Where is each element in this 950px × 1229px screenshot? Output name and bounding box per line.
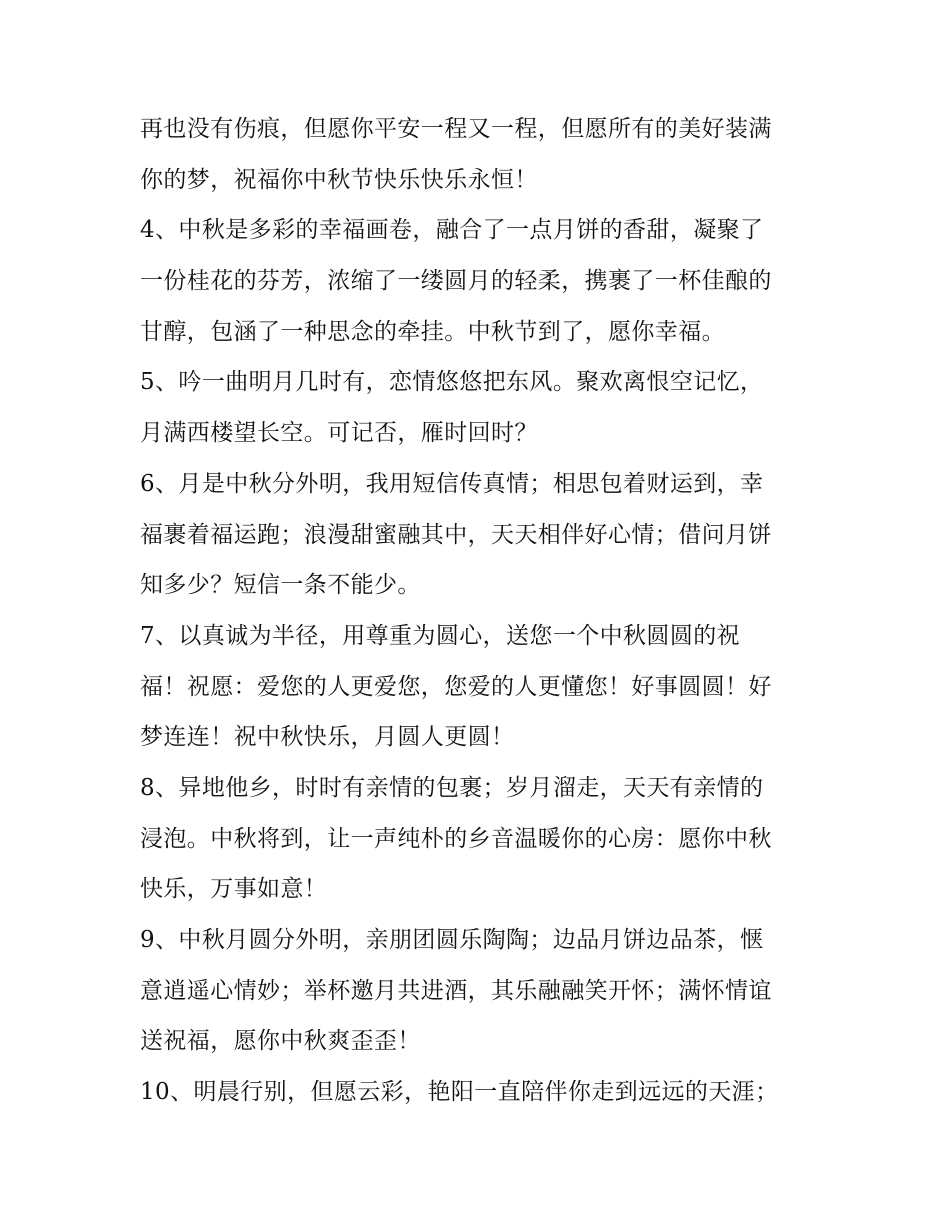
text-line: 再也没有伤痕，但愿你平安一程又一程，但愿所有的美好装满 — [140, 116, 772, 142]
text-line: 10、明晨行别，但愿云彩，艳阳一直陪伴你走到远远的天涯； — [140, 1079, 779, 1106]
text-line: 一份桂花的芬芳，浓缩了一缕圆月的轻柔，携裹了一杯佳酿的 — [140, 268, 772, 295]
text-line: 浸泡。中秋将到，让一声纯朴的乡音温暖你的心房：愿你中秋 — [140, 825, 772, 852]
text-line: 9、中秋月圆分外明，亲朋团圆乐陶陶；边品月饼边品茶，惬 — [140, 927, 764, 953]
text-line: 快乐，万事如意！ — [140, 876, 328, 903]
text-line: 梦连连！祝中秋快乐，月圆人更圆！ — [140, 724, 515, 751]
text-line: 意逍遥心情妙；举杯邀月共进酒，其乐融融笑开怀；满怀情谊 — [140, 977, 772, 1004]
text-line: 6、月是中秋分外明，我用短信传真情；相思包着财运到，幸 — [140, 470, 764, 497]
text-line: 月满西楼望长空。可记否，雁时回时？ — [140, 420, 538, 447]
text-line: 福裹着福运跑；浪漫甜蜜融其中，天天相伴好心情；借问月饼 — [140, 521, 772, 548]
text-line: 8、异地他乡，时时有亲情的包裹；岁月溜走，天天有亲情的 — [140, 774, 764, 801]
document-body — [140, 104, 820, 1118]
text-line: 4、中秋是多彩的幸福画卷，融合了一点月饼的香甜，凝聚了 — [140, 217, 764, 244]
text-line: 知多少？短信一条不能少。 — [140, 572, 421, 599]
text-line: 送祝福，愿你中秋爽歪歪！ — [140, 1028, 421, 1055]
text-line: 5、吟一曲明月几时有，恋情悠悠把东风。聚欢离恨空记忆， — [140, 369, 764, 396]
text-line: 7、以真诚为半径，用尊重为圆心，送您一个中秋圆圆的祝 — [140, 622, 741, 649]
text-line: 福！祝愿：爱您的人更爱您，您爱的人更懂您！好事圆圆！好 — [140, 673, 772, 700]
text-line: 甘醇，包涵了一种思念的牵挂。中秋节到了，愿你幸福。 — [140, 318, 725, 345]
text-line: 你的梦，祝福你中秋节快乐快乐永恒！ — [140, 166, 538, 193]
